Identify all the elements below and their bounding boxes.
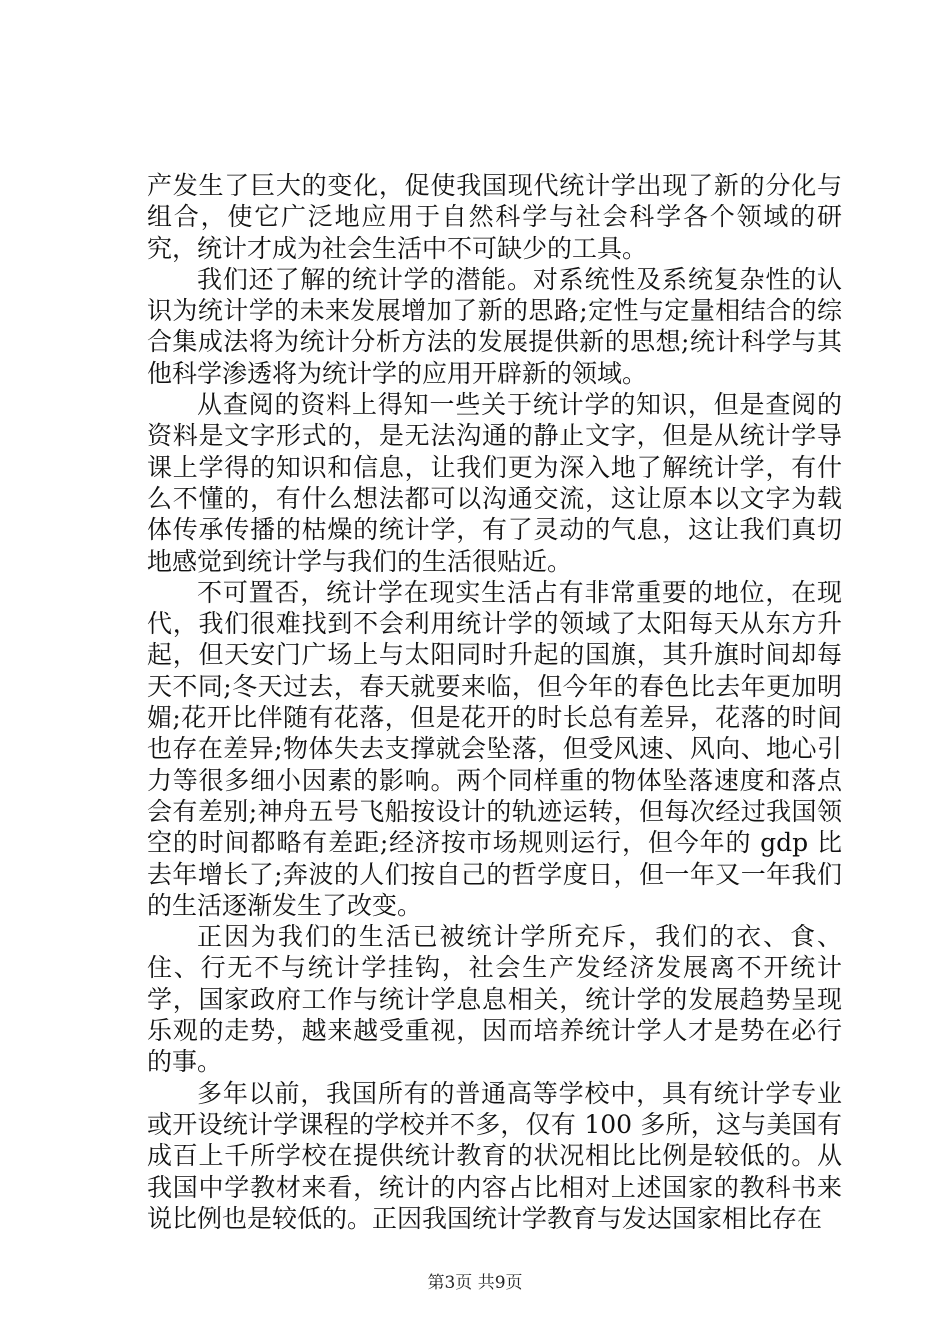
paragraph-2: 我们还了解的统计学的潜能。对系统性及系统复杂性的认识为统计学的未来发展增加了新的思路;定性与定量相结合的综合集成法将为统计分析方法的发展提供新的思想;统计科学与其他科学渗透将为统计学的应用开辟新的领域。 <box>147 264 842 388</box>
paragraph-6: 多年以前，我国所有的普通高等学校中，具有统计学专业或开设统计学课程的学校并不多，仅有 100 多所，这与美国有成百上千所学校在提供统计教育的状况相比比例是较低的。从我国中学教材来看，统计的内容占比相对上述国家的教科书来说比例也是较低的。正因我国统计学教育与发达国家相比存在 <box>147 1078 842 1233</box>
page-footer: 第3页 共9页 <box>427 1273 523 1293</box>
paragraph-4: 不可置否，统计学在现实生活占有非常重要的地位，在现代，我们很难找到不会利用统计学的领域了太阳每天从东方升起，但天安门广场上与太阳同时升起的国旗，其升旗时间却每天不同;冬天过去，春天就要来临，但今年的春色比去年更加明媚;花开比伴随有花落，但是花开的时长总有差异，花落的时间也存在差异;物体失去支撑就会坠落，但受风速、风向、地心引力等很多细小因素的影响。两个同样重的物体坠落速度和落点会有差别;神舟五号飞船按设计的轨迹运转，但每次经过我国领空的时间都略有差距;经济按市场规则运行，但今年的 gdp 比去年增长了;奔波的人们按自己的哲学度日，但一年又一年我们的生活逐渐发生了改变。 <box>147 577 842 920</box>
paragraph-1: 产发生了巨大的变化，促使我国现代统计学出现了新的分化与组合，使它广泛地应用于自然科学与社会科学各个领域的研究，统计才成为社会生活中不可缺少的工具。 <box>147 171 842 263</box>
paragraph-5: 正因为我们的生活已被统计学所充斥，我们的衣、食、住、行无不与统计学挂钩，社会生产发经济发展离不开统计学，国家政府工作与统计学息息相关，统计学的发展趋势呈现乐观的走势，越来越受重视，因而培养统计学人才是势在必行的事。 <box>147 922 842 1077</box>
body-text <box>147 170 842 1234</box>
paragraph-3: 从查阅的资料上得知一些关于统计学的知识，但是查阅的资料是文字形式的，是无法沟通的静止文字，但是从统计学导课上学得的知识和信息，让我们更为深入地了解统计学，有什么不懂的，有什么想法都可以沟通交流，这让原本以文字为载体传承传播的枯燥的统计学，有了灵动的气息，这让我们真切地感觉到统计学与我们的生活很贴近。 <box>147 390 842 576</box>
